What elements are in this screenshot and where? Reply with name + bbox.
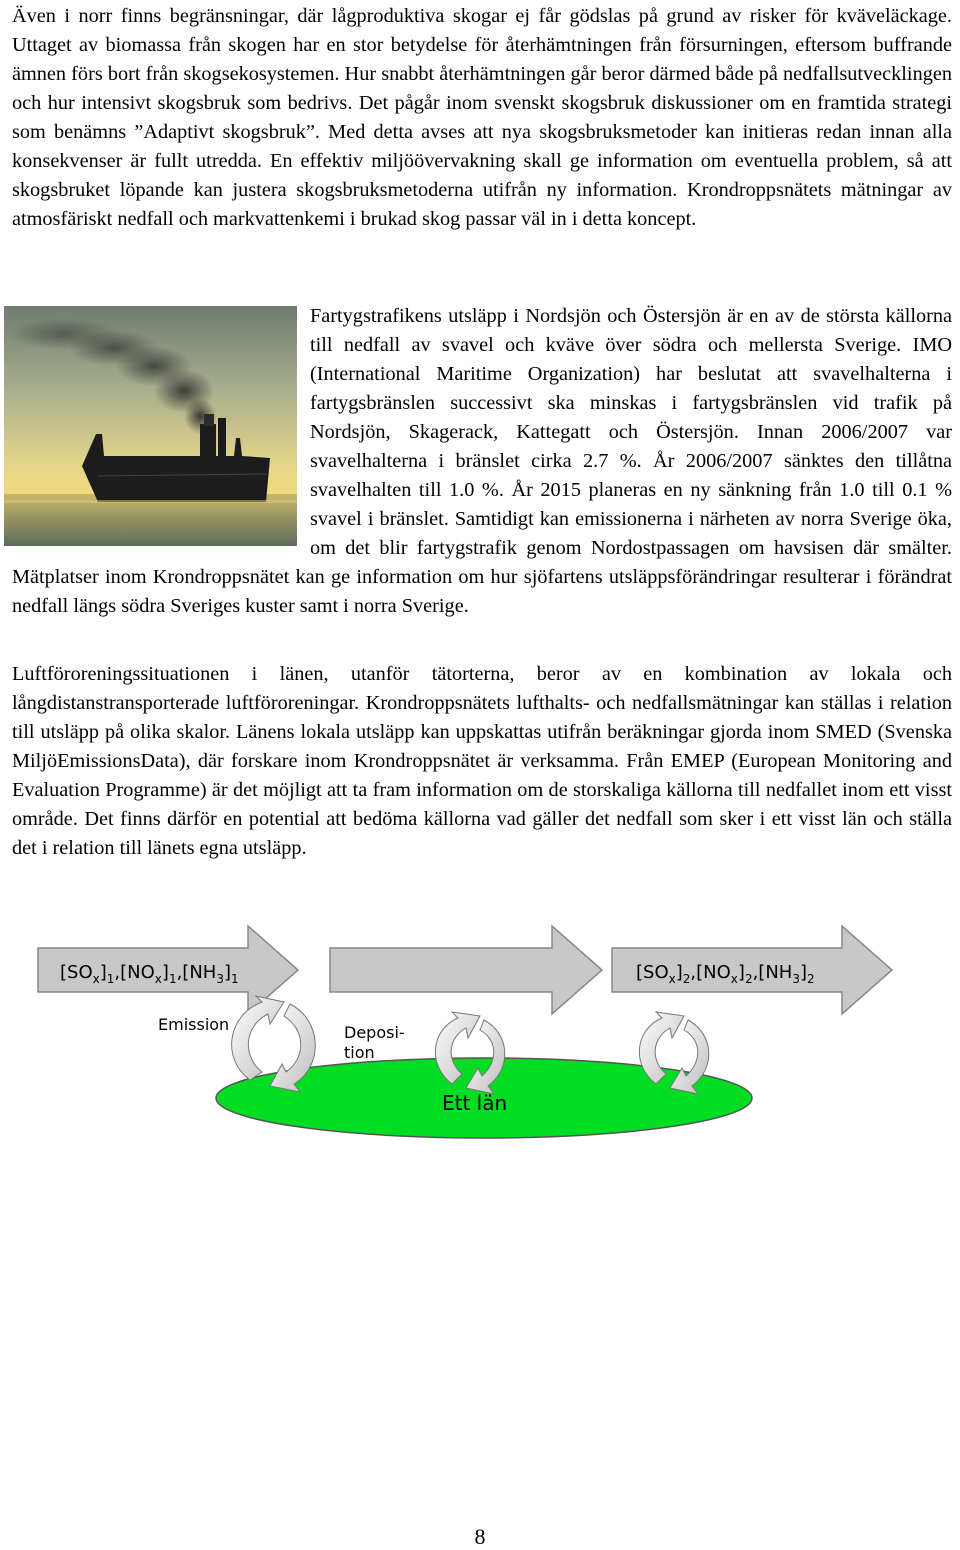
paragraph-shipping-wrap: [12, 302, 952, 621]
deposition-label-line-2: tion: [344, 1043, 375, 1062]
left-concentration-label: $[SO_x]_1,[NO_x]_1,[NH_3]_1$: [60, 962, 239, 986]
deposition-label-line-1: Deposi-: [344, 1023, 405, 1042]
paragraph-forestry: Även i norr finns begränsningar, där lågproduktiva skogar ej får gödslas på grund av risker för kväveläckage. Uttaget av biomassa från skogen har en stor betydelse för återhämtningen från försurningen, eftersom buffrande ämnen förs bort från skogsekosystemen. Hur snabbt återhämtningen går beror därmed både på nedfallsutvecklingen och hur intensivt skogsbruk som bedrivs. Det pågår inom svenskt skogsbruk diskussioner om en framtida strategi som benämns ”Adaptivt skogsbruk”. Med detta avses att nya skogsbruksmetoder kan initieras redan innan alla konsekvenser är fullt utredda. En effektiv miljöövervakning skall ge information om eventuella problem, så att skogsbruket löpande kan justera skogsbruksmetoderna utifrån ny information. Krondroppsnätets mätningar av atmosfäriskt nedfall och markvattenkemi i brukad skog passar väl in i detta koncept.: [12, 5, 952, 230]
transport-arrow-middle: [330, 926, 602, 1014]
right-concentration-label: $[SO_x]_2,[NO_x]_2,[NH_3]_2$: [636, 962, 815, 986]
image-float-spacer: [12, 302, 310, 548]
emission-loop: [232, 996, 284, 1080]
emission-deposition-diagram: [0, 920, 960, 1150]
page-number: 8: [474, 1524, 486, 1549]
paragraph-shipping: Fartygstrafikens utsläpp i Nordsjön och Östersjön är en av de största källorna till nedfall av svavel och kväve över södra och mellersta Sverige. IMO (International Maritime Organization) har beslutat att svavelhalterna i fartygsbränslen successivt ska minskas i fartygsbränslen vid trafik på Nordsjön, Skagerack, Kattegatt och Östersjön. Innan 2006/2007 var svavelhalterna i bränslet cirka 2.7 %. År 2006/2007 sänktes den tillåtna svavelhalten till 1.0 %. År 2015 planeras en ny sänkning från 1.0 till 0.1 % svavel i bränslet. Samtidigt kan emissionerna i närheten av norra Sverige öka, om det blir fartygstrafik genom Nordostpassagen om havsisen där smälter. Mätplatser inom Krondroppsnätet kan ge information om hur sjöfartens utsläppsförändringar resulterar i förändrat nedfall längs södra Sveriges kuster samt i norra Sverige.: [12, 305, 952, 617]
region-label: Ett län: [442, 1091, 508, 1115]
emission-label: Emission: [158, 1015, 230, 1034]
paragraph-air-pollution: Luftföroreningssituationen i länen, utanför tätorterna, beror av en kombination av lokala och långdistanstransporterade luftföroreningar. Krondroppsnätets lufthalts- och nedfallsmätningar kan ställas i relation till utsläpp på olika skalor. Länens lokala utsläpp kan uppskattas utifrån beräkningar gjorda inom SMED (Svenska MiljöEmissionsData), där forskare inom Krondroppsnätet är verksamma. Från EMEP (European Monitoring and Evaluation Programme) är det möjligt att ta fram information om de storskaliga källorna till nedfallet inom ett visst område. Det finns därför en potential att bedöma källorna vad gäller det nedfall som sker i ett visst län och ställa det i relation till länets egna utsläpp.: [12, 663, 952, 859]
